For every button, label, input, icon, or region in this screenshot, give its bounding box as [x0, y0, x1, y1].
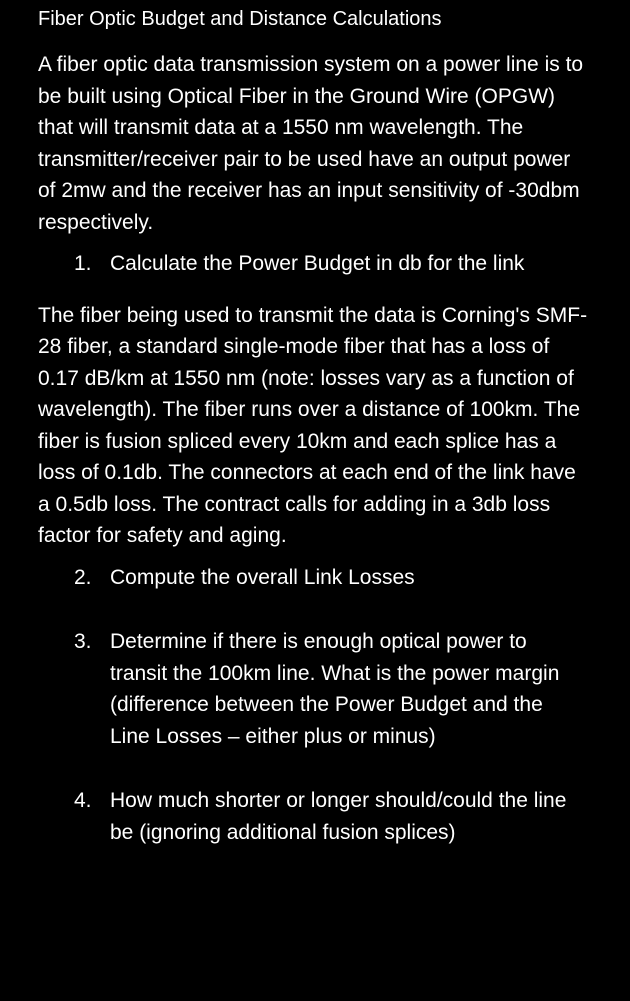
question-4-number: 4. [74, 789, 92, 812]
question-3-text: Determine if there is enough optical power to transit the 100km line. What is the power margin (difference between the Power Budget and the Line Losses – either plus or minus) [110, 630, 560, 748]
question-1-number: 1. [74, 252, 92, 275]
question-2 [74, 562, 592, 594]
question-2-number: 2. [74, 565, 92, 589]
question-4-text: How much shorter or longer should/could the line be (ignoring additional fusion splices) [110, 789, 567, 844]
question-2-text: Compute the overall Link Losses [110, 565, 415, 589]
fiber-details-paragraph: The fiber being used to transmit the data is Corning's SMF-28 fiber, a standard single-mode fiber that has a loss of 0.17 dB/km at 1550 nm (note: losses vary as a function of wavelength). The fiber runs over a distance of 100km. The fiber is fusion spliced every 10km and each splice has a loss of 0.1db. The connectors at each end of the link have a 0.5db loss. The contract calls for adding in a 3db loss factor for safety and aging. [38, 303, 588, 547]
question-3 [74, 626, 592, 752]
document-title: Fiber Optic Budget and Distance Calculations [38, 8, 442, 30]
question-1 [74, 248, 592, 280]
question-1-text: Calculate the Power Budget in db for the link [110, 252, 525, 275]
question-4 [74, 785, 592, 848]
question-3-number: 3. [74, 630, 92, 653]
intro-paragraph: A fiber optic data transmission system on a power line is to be built using Optical Fiber in the Ground Wire (OPGW) that will transmit data at a 1550 nm wavelength. The transmitter/receiver pair to be used have an output power of 2mw and the receiver has an input sensitivity of -30dbm respectively. [38, 53, 584, 234]
